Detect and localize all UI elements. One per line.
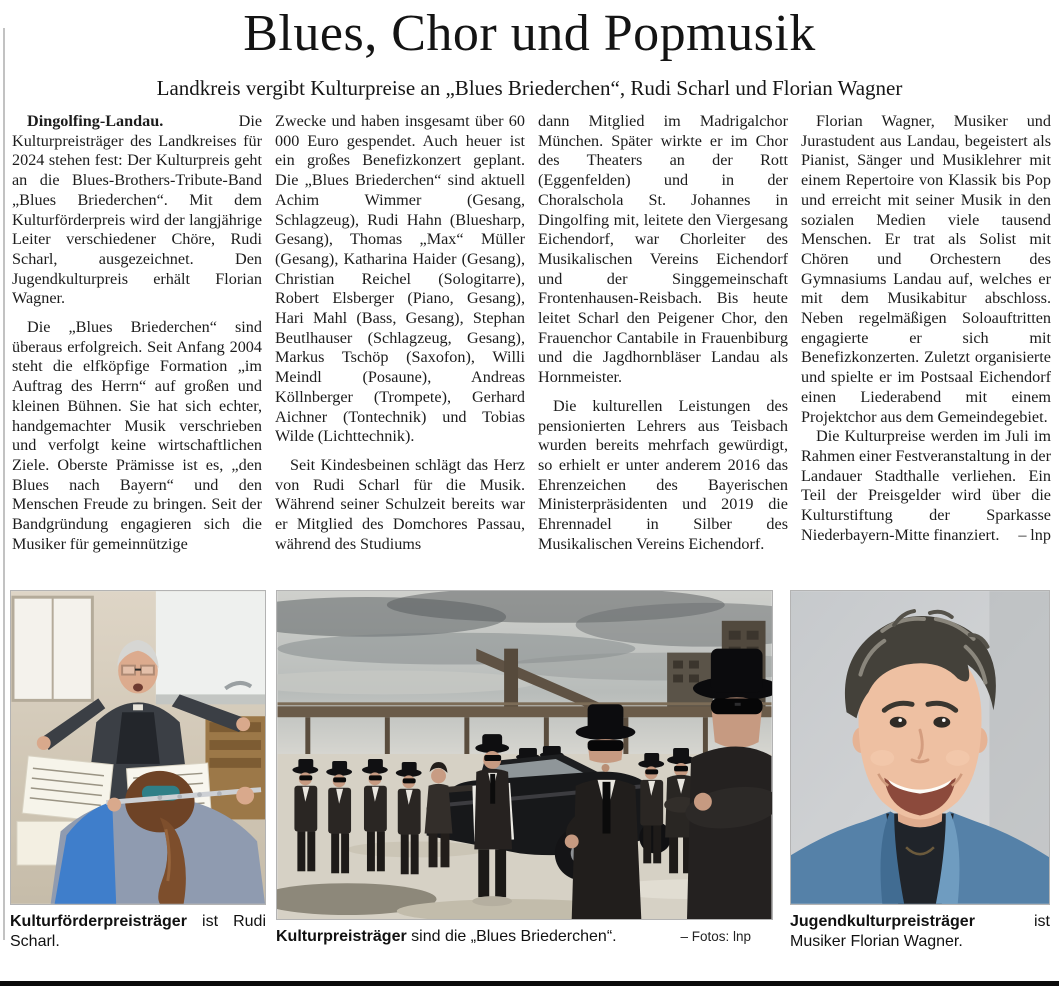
paragraph-text: Die Kulturpreisträger des Landkreises für 2024 stehen fest: Der Kulturpreis geht an die Blues-Brothers-Tribute-Band „Blues Briederchen“. Mit dem Kulturförderpreis wird der langjährige Leiter verschiedener Chöre, Rudi Scharl, ausgezeichnet. Den Jugendkulturpreis erhält Florian Wagner.: [12, 112, 262, 308]
photo-frame: [790, 590, 1050, 905]
photo-figure-rudi-scharl: [10, 590, 266, 952]
photo-frame: [10, 590, 266, 905]
text-column-2: [275, 112, 525, 554]
caption-line: [276, 927, 773, 947]
photo-blues-briederchen-band: [277, 591, 772, 919]
photo-rudi-scharl-conducting: [11, 591, 265, 904]
photo-florian-wagner-portrait: [791, 591, 1049, 904]
photo-figure-florian-wagner: [790, 590, 1050, 952]
paragraph: [12, 112, 262, 309]
text-column-3: [538, 112, 788, 554]
article-body-columns: [12, 112, 1052, 554]
article-headline: Blues, Chor und Popmusik: [243, 5, 816, 62]
caption-text: ist Rudi Scharl.: [10, 913, 266, 950]
bottom-rule: [0, 981, 1059, 986]
photo-figure-blues-briederchen: [276, 590, 773, 947]
paragraph-text: Die „Blues Briederchen“ sind überaus erfolgreich. Seit Anfang 2004 steht die elfköpfige Formation „im Auftrag des Herrn“ auf großen und kleinen Bühnen. Sie hat sich echter, handgemachter Musik verschrieben und verfolgt keine wirtschaftlichen Ziele. Oberste Prämisse ist es, „den Blues nach Bayern“ und den Menschen Freude zu bringen. Seit der Bandgründung engagieren sich die Musiker für gemeinnützige: [12, 318, 262, 553]
caption-text: sind die „Blues Briederchen“.: [406, 928, 617, 945]
caption-lead: Jugendkulturpreisträger: [790, 913, 975, 930]
left-edge-rule: [3, 28, 5, 940]
paragraph: [538, 112, 788, 388]
dateline-lead: Dingolfing-Landau.: [27, 112, 164, 130]
paragraph: [275, 456, 525, 555]
photo-caption: [276, 927, 773, 947]
paragraph-text: Florian Wagner, Musiker und Jurastudent aus Landau, begeistert als Pianist, Sänger und Musiklehrer mit einem Repertoire von Klassik bis Pop und erreicht mit seiner Musik in den sozialen Medien viele tausend Menschen. Er trat als Solist mit Chören und Orchestern des Gymnasiums Landau auf, welches er mit dem Musikabitur abschloss. Neben regelmäßigen Soloauftritten engagierte er sich mit Benefizkonzerten. Zuletzt organisierte und spielte er im Postsaal Eichendorf einen Liederabend mit einem Projektchor aus dem Gemeindegebiet.: [801, 112, 1051, 426]
caption-text: ist Musiker Florian Wagner.: [790, 913, 1050, 950]
paragraph: [12, 318, 262, 554]
caption-main: [276, 927, 617, 947]
paragraph: [275, 112, 525, 447]
article-subhead: Landkreis vergibt Kulturpreise an „Blues Briederchen“, Rudi Scharl und Florian Wagner: [156, 76, 903, 100]
paragraph-text: Die Kulturpreise werden im Juli im Rahmen einer Festveranstaltung in der Landauer Stadthalle verliehen. Ein Teil der Preisgelder wird über die Kulturstiftung der Sparkasse Niederbayern-Mitte finanziert.: [801, 427, 1051, 544]
caption-lead: Kulturpreisträger: [276, 928, 407, 945]
text-column-1: [12, 112, 262, 554]
photo-frame: [276, 590, 773, 920]
author-signoff: – lnp: [1018, 525, 1051, 544]
caption-lead: Kulturförderpreisträger: [10, 913, 187, 930]
paragraph: [801, 112, 1051, 427]
text-column-4: [801, 112, 1051, 554]
paragraph-text: dann Mitglied im Madrigalchor München. Später wirkte er im Chor des Theaters an der Rott (Eggenfelden) und in der Choralschola St. Johannes in Dingolfing mit, leitete den Viergesang Eichendorf, war Chorleiter des Musikalischen Vereins Eichendorf und der Singgemeinschaft Frontenhausen-Reisbach. Bis heute leitet Scharl den Peigener Chor, den Frauenchor Cantabile in Frauenbiburg und die Jagdhornbläser Landau als Hornmeister.: [538, 112, 788, 387]
paragraph-text: Seit Kindesbeinen schlägt das Herz von Rudi Scharl für die Musik. Während seiner Schulzeit bereits war er Mitglied des Domchores Passau, während des Studiums: [275, 455, 525, 553]
paragraph-text: Die kulturellen Leistungen des pensionierten Lehrers aus Teisbach wurden bereits mehrfach gewürdigt, so erhielt er unter anderem 2016 das Ehrenzeichen des Bayerischen Ministerpräsidenten und 2019 die Ehrennadel in Silber des Musikalischen Vereins Eichendorf.: [538, 396, 788, 553]
photo-caption: [10, 912, 266, 952]
photo-caption: [790, 912, 1050, 952]
paragraph-text: Zwecke und haben insgesamt über 60 000 Euro gespendet. Auch heuer ist ein großes Benefizkonzert geplant. Die „Blues Briederchen“ sind aktuell Achim Wimmer (Gesang, Schlagzeug), Rudi Hahn (Bluesharp, Gesang), Thomas „Max“ Müller (Gesang), Katharina Haider (Gesang), Christian Reichel (Sologitarre), Robert Elsberger (Piano, Gesang), Hari Mahl (Bass, Gesang), Stephan Beutlhauser (Schlagzeug, Gesang), Markus Tschöp (Saxofon), Willi Meindl (Posaune), Andreas Köllnberger (Trompete), Gerhard Aichner (Tontechnik) und Tobias Wilde (Lichttechnik).: [275, 112, 525, 446]
paragraph: [538, 397, 788, 555]
paragraph: [801, 427, 1051, 545]
photo-credit: – Fotos: lnp: [680, 929, 751, 944]
